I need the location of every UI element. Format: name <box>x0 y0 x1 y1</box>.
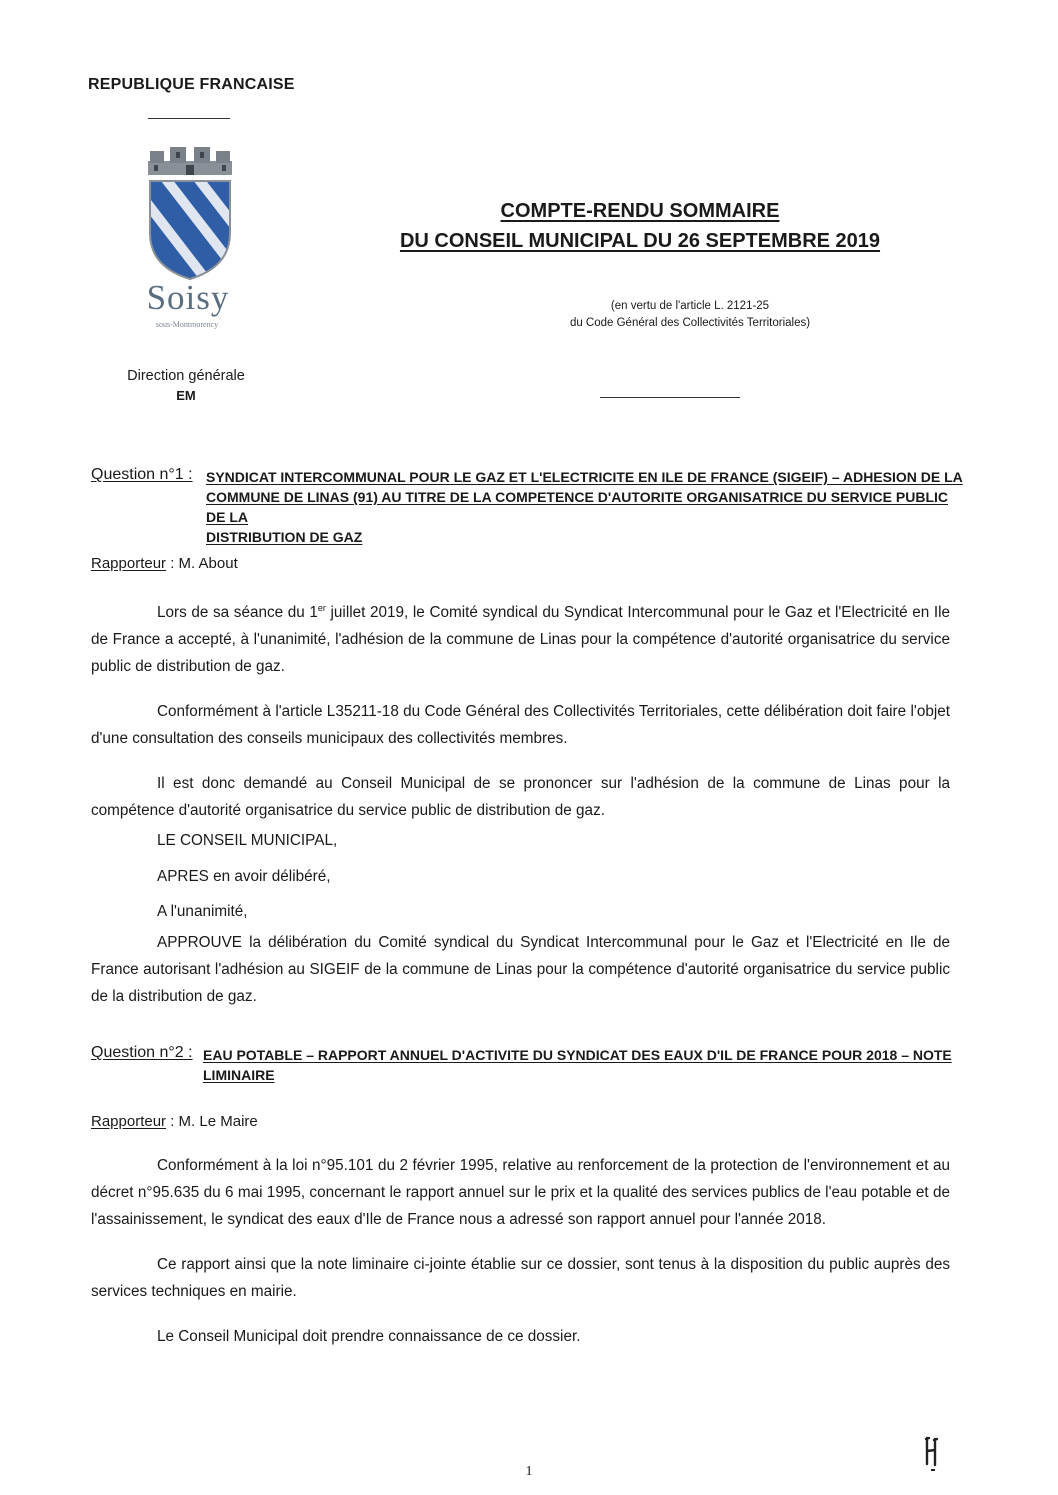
legal-reference-line-2: du Code Général des Collectivités Territoriales) <box>569 317 811 329</box>
direction-label: Direction générale <box>127 368 245 384</box>
legal-reference <box>520 298 860 332</box>
legal-reference-line-1: (en vertu de l'article L. 2121-25 <box>610 300 770 312</box>
question-1-rapporteur <box>91 555 238 572</box>
question-2-body <box>91 1152 950 1350</box>
question-2-title-line-2: LIMINAIRE <box>203 1067 275 1083</box>
question-1-title <box>206 467 966 547</box>
page-number: 1 <box>525 1464 533 1479</box>
title-line-1: COMPTE-RENDU SOMMAIRE <box>500 200 780 222</box>
document-title <box>390 196 890 256</box>
question-2-label: Question n°2 : <box>91 1044 193 1061</box>
vote-unanimite: A l'unanimité, <box>157 903 248 920</box>
direction-code: EM <box>176 388 196 403</box>
question-2-title-line-1: EAU POTABLE – RAPPORT ANNUEL D'ACTIVITE DU SYNDICAT DES EAUX D'IL DE FRANCE POUR 2018 – NOTE <box>203 1047 952 1063</box>
question-2-paragraph-1: Conformément à la loi n°95.101 du 2 février 1995, relative au renforcement de la protection de l'environnement et au décret n°95.635 du 6 mai 1995, concernant le rapport annuel sur le prix et la qualité des services publics de l'eau potable et de l'assainissement, le syndicat des eaux d'Ile de France nous a adressé son rapport annuel pour l'année 2018. <box>91 1157 950 1228</box>
approuve-paragraph: APPROUVE la délibération du Comité syndical du Syndicat Intercommunal pour le Gaz et l'Electricité en Ile de France autorisant l'adhésion au SIGEIF de la commune de Linas pour la compétence d'autorité organisatrice du service public de la distribution de gaz. <box>91 934 950 1005</box>
title-line-2: DU CONSEIL MUNICIPAL DU 26 SEPTEMBRE 2019 <box>399 230 881 252</box>
conseil-municipal-heading: LE CONSEIL MUNICIPAL, <box>157 832 338 849</box>
republique-heading: REPUBLIQUE FRANCAISE <box>88 76 295 93</box>
header-rule-left <box>148 118 230 119</box>
question-1-title-line-1: SYNDICAT INTERCOMMUNAL POUR LE GAZ ET L'ELECTRICITE EN ILE DE FRANCE (SIGEIF) – ADHESION DE LA <box>206 469 963 485</box>
apres-deliberation: APRES en avoir délibéré, <box>157 868 331 885</box>
question-1-label: Question n°1 : <box>91 466 193 483</box>
question-1-paragraph-2: Conformément à l'article L35211-18 du Code Général des Collectivités Territoriales, cette délibération doit faire l'objet d'une consultation des conseils municipaux des collectivités membres. <box>91 703 950 748</box>
question-1-body <box>91 595 950 824</box>
question-1-title-line-2: COMMUNE DE LINAS (91) AU TITRE DE LA COMPETENCE D'AUTORITE ORGANISATRICE DU SERVICE PUBLIC DE LA <box>206 489 948 525</box>
question-1-title-line-3: DISTRIBUTION DE GAZ <box>206 529 363 545</box>
rapporteur-label: Rapporteur <box>91 1113 167 1130</box>
logo-name: Soisy <box>146 278 230 317</box>
question-1-paragraph-3: Il est donc demandé au Conseil Municipal de se prononcer sur l'adhésion de la commune de Linas pour la compétence d'autorité organisatrice du service public de distribution de gaz. <box>91 775 950 820</box>
question-2-paragraph-2: Ce rapport ainsi que la note liminaire ci-jointe établie sur ce dossier, sont tenus à la disposition du public auprès des services techniques en mairie. <box>91 1256 950 1300</box>
logo-subtitle: sous-Montmorency <box>155 320 219 329</box>
question-2-paragraph-3: Le Conseil Municipal doit prendre connaissance de ce dossier. <box>157 1328 581 1345</box>
rapporteur-label: Rapporteur <box>91 555 167 572</box>
rapporteur-name: : M. Le Maire <box>166 1113 258 1130</box>
question-1-paragraph-1: Lors de sa séance du 1er juillet 2019, le Comité syndical du Syndicat Intercommunal pour le Gaz et l'Electricité en Ile de France a accepté, à l'unanimité, l'adhésion de la commune de Linas pour la compétence d'autorité organisatrice du service public de distribution de gaz. <box>91 603 950 676</box>
approuve-block <box>91 929 950 1010</box>
title-rule <box>600 397 740 398</box>
question-2-rapporteur <box>91 1113 258 1130</box>
rapporteur-name: : M. About <box>166 555 238 572</box>
soisy-crest-logo <box>140 145 240 285</box>
question-2-title <box>203 1045 963 1085</box>
direction-block <box>108 367 264 405</box>
